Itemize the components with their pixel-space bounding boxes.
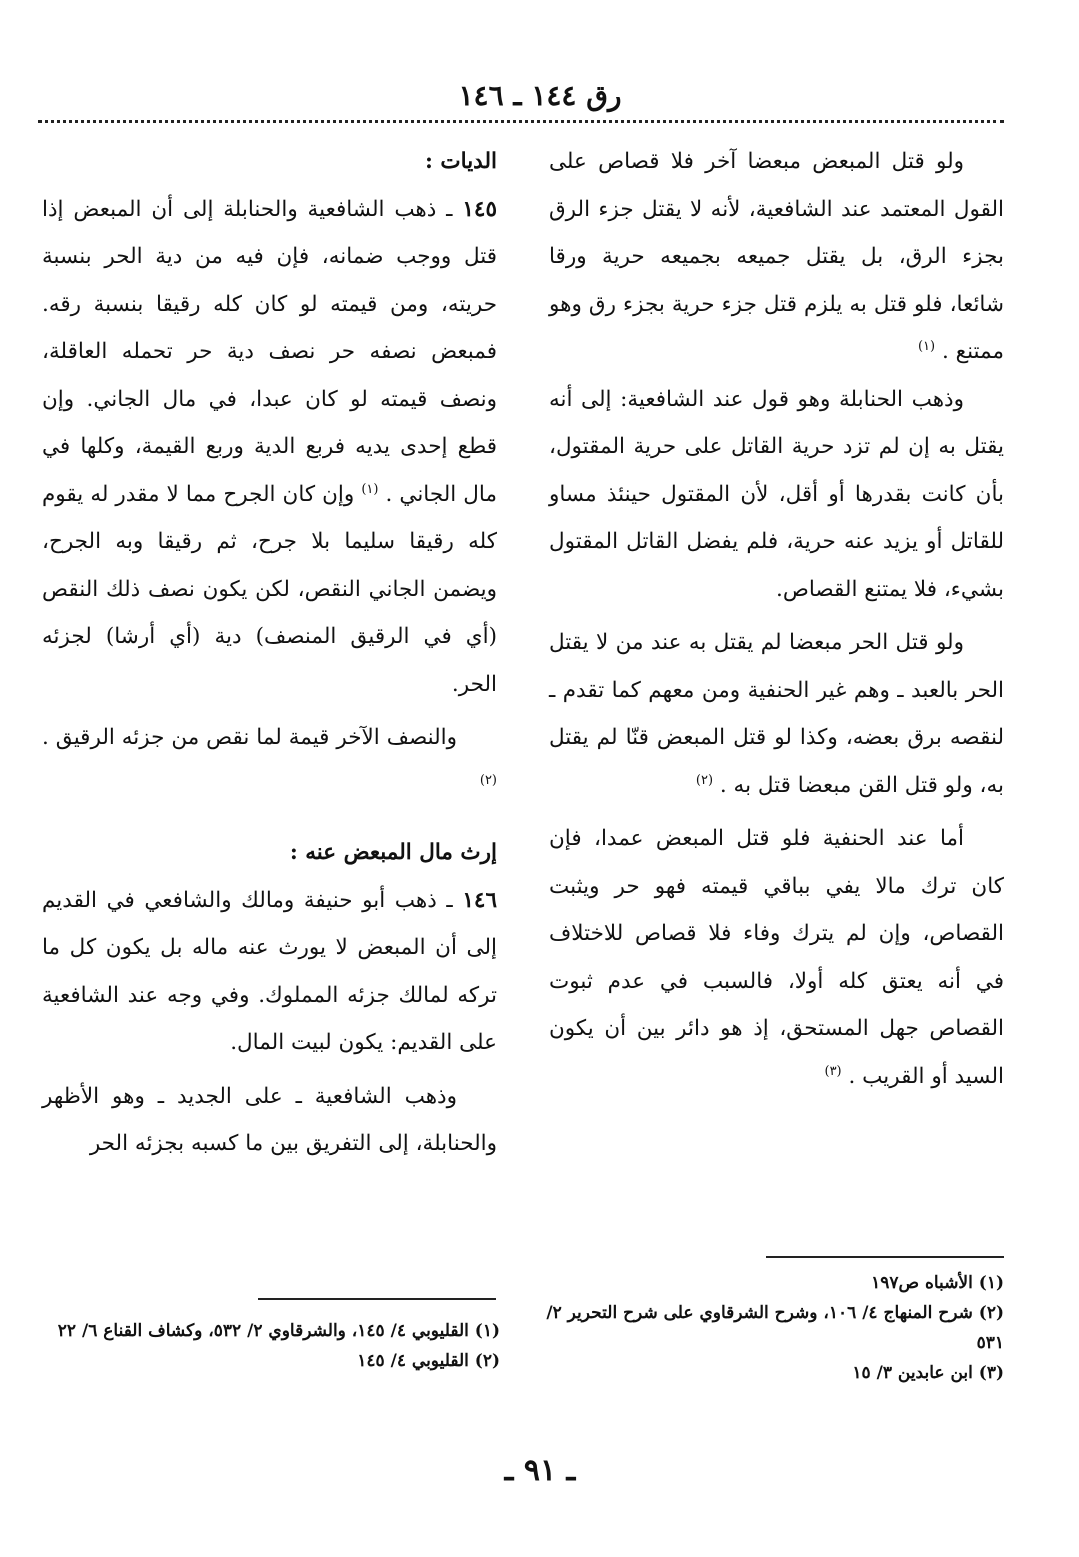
paragraph: وذهب الشافعية ـ على الجديد ـ وهو الأظهر والحنابلة، إلى التفريق بين ما كسبه بجزئه الحر <box>42 1083 497 1156</box>
paragraph-text: أما عند الحنفية فلو قتل المبعض عمدا، فإن كان ترك مالا يفي بباقي قيمته فهو حر ويثبت القصاص، وإن لم يترك وفاء فلا قصاص للاختلاف في أنه يعتق كله أولا، فالسبب في عدم ثبوت القصاص جهل المستحق، إذ هو دائر بين أن يكون السيد أو القريب . <box>549 826 1004 1089</box>
footnote-ref: (٢) <box>479 772 497 788</box>
section-number: ١٤٦ <box>462 887 497 913</box>
footnote-rule <box>766 1256 1004 1258</box>
paragraph <box>549 619 1004 809</box>
paragraph <box>549 815 1004 1100</box>
footnote-ref: (١) <box>917 338 936 354</box>
left-column <box>42 138 497 1168</box>
footnote: (٢) القليوبي ٤/ ١٤٥ <box>357 1351 500 1371</box>
paragraph-text: وإن كان الجرح مما لا مقدر له يقوم كله رقيقا سليما بلا جرح، ثم رقيقا وبه الجرح، ويضمن الجاني النقص، لكن يكون نصف ذلك النقص (أي في الرقيق المنصف) دية (أي أرشا) لجزئه الحر. <box>42 481 497 697</box>
header-dotted-rule <box>38 120 1004 123</box>
footnote-ref: (٢) <box>695 772 714 788</box>
footnotes-right <box>544 1268 1004 1388</box>
paragraph-text: ولو قتل الحر مبعضا لم يقتل به عند من لا يقتل الحر بالعبد ـ وهم غير الحنفية ومن معهم كما تقدم ـ لنقصه برق بعضه، وكذا لو قتل المبعض قنّا لم يقتل به، ولو قتل القن مبعضا قتل به . <box>549 630 1004 798</box>
paragraph <box>42 877 497 1067</box>
section-number: ١٤٥ <box>462 196 497 222</box>
footnote: (١) الأشباه ص١٩٧ <box>871 1273 1004 1293</box>
footnote: (٢) شرح المنهاج ٤/ ١٠٦، وشرح الشرقاوي على شرح التحرير ٢/ ٥٣١ <box>546 1303 1004 1353</box>
running-header: رق ١٤٤ ـ ١٤٦ <box>458 79 622 112</box>
footnote: (١) القليوبي ٤/ ١٤٥، والشرقاوي ٢/ ٥٣٢، وكشاف القناع ٦/ ٢٢ <box>57 1321 500 1341</box>
paragraph-text: ـ ذهب الشافعية والحنابلة إلى أن المبعض إذا قتل ووجب ضمانه، فإن فيه من دية الحر بنسبة حريته، ومن قيمته لو كان كله رقيقا بنسبة رقه. فمبعض نصفه حر نصف دية حر تحمله العاقلة، ونصف قيمته لو كان عبدا، في مال الجاني. وإن قطع إحدى يديه فربع الدية وربع القيمة، وكلها في مال الجاني . <box>42 196 497 507</box>
paragraph <box>549 138 1004 376</box>
paragraph-text: ولو قتل المبعض مبعضا آخر فلا قصاص على القول المعتمد عند الشافعية، لأنه لا يقتل جزء الرق بجزء الرق، بل يقتل جميعه بجميعه حرية ورقا شائعا، فلو قتل به يلزم قتل جزء حرية بجزء رق وهو ممتنع . <box>549 149 1004 364</box>
paragraph <box>42 714 497 809</box>
footnote-ref: (١) <box>361 481 379 497</box>
paragraph: وذهب الحنابلة وهو قول عند الشافعية: إلى أنه يقتل به إن لم تزد حرية القاتل على حرية المقتول، بأن كانت بقدرها أو أقل، لأن المقتول حينئذ مساو للقاتل أو يزيد عنه حرية، فلم يفضل القاتل المقتول بشيء، فلا يمتنع القصاص. <box>549 386 1004 602</box>
page-number: ـ ٩١ ـ <box>504 1453 576 1488</box>
paragraph <box>42 186 497 709</box>
paragraph-text: ـ ذهب أبو حنيفة ومالك والشافعي في القديم إلى أن المبعض لا يورث عنه ماله بل يكون كل ما تركه لمالك جزئه المملوك. وفي وجه عند الشافعية على القديم: يكون لبيت المال. <box>42 887 497 1055</box>
section-heading: إرث مال المبعض عنه : <box>289 840 497 865</box>
section-heading: الديات : <box>424 149 497 174</box>
footnote-ref: (٣) <box>824 1063 842 1079</box>
paragraph-text: والنصف الآخر قيمة لما نقص من جزئه الرقيق . <box>42 725 457 750</box>
right-column <box>549 138 1004 1100</box>
footnote-rule <box>258 1298 496 1300</box>
footnote: (٣) ابن عابدين ٣/ ١٥ <box>852 1363 1004 1383</box>
footnotes-left <box>40 1316 500 1376</box>
